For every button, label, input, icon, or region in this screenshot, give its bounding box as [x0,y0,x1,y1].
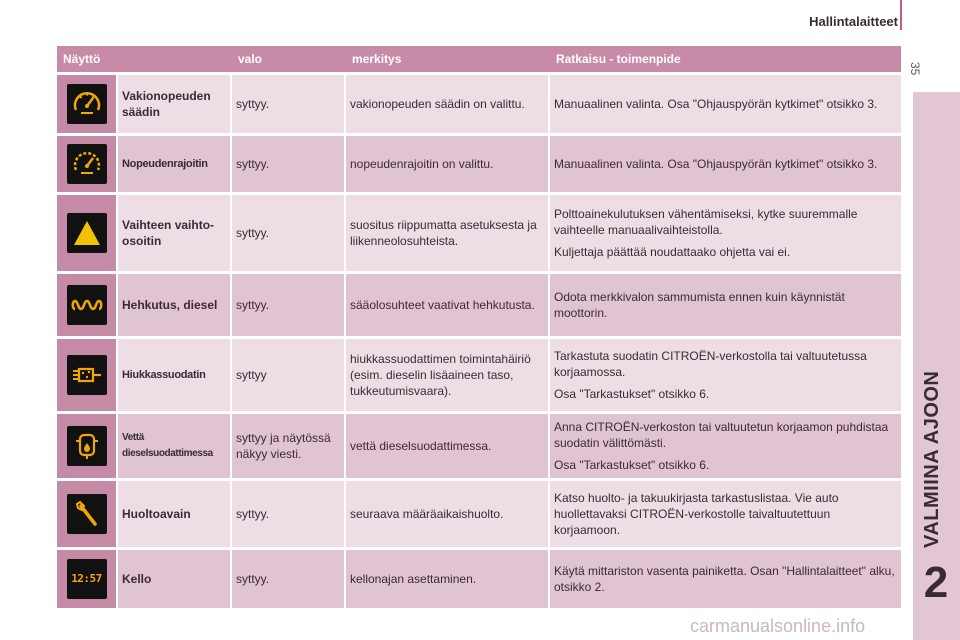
column-header-valo: valo [238,52,263,66]
chapter-side-label: VALMIINA AJOON [921,370,943,548]
cruise-control-icon [67,84,107,124]
table-row [57,339,901,411]
row-valo: syttyy. [232,195,346,271]
row-merkitys: vettä dieselsuodattimessa. [346,414,550,478]
row-name: Kello [118,550,232,608]
row-ratkaisu: Osa "Tarkastukset" otsikko 6. [554,458,710,472]
column-header-naytto: Näyttö [63,52,101,66]
page-header-title: Hallintalaitteet [809,14,898,29]
row-name: Hehkutus, diesel [118,274,232,336]
table-row [57,550,901,608]
row-valo: syttyy. [232,550,346,608]
row-ratkaisu: Kuljettaja päättää noudattaako ohjetta vai ei. [554,245,791,259]
clock-display-digits: 12:57 [71,572,102,585]
row-ratkaisu: Odota merkkivalon sammumista ennen kuin käynnistät moottorin. [554,290,845,320]
table-row [57,274,901,336]
watermark: carmanualsonline.info [690,616,866,636]
table-row [57,136,901,192]
row-name: Vettä dieselsuodattimessa [118,414,232,478]
column-header-ratkaisu: Ratkaisu - toimenpide [556,52,681,66]
row-ratkaisu: Polttoainekulutuksen vähentämiseksi, kytke suuremmalle vaihteelle manuaalivaihteistolla. [554,207,858,237]
glow-plug-icon [67,285,107,325]
table-header [57,46,901,72]
table-row [57,195,901,271]
header-rule [900,0,902,30]
table-row [57,481,901,547]
row-ratkaisu: Käytä mittariston vasenta painiketta. Osan "Hallintalaitteet" alku, otsikko 2. [554,564,895,594]
row-merkitys: suositus riippumatta asetuksesta ja liikenneolosuhteista. [346,195,550,271]
row-merkitys: nopeudenrajoitin on valittu. [346,136,550,192]
row-ratkaisu: Katso huolto- ja takuukirjasta tarkastuslistaa. Vie auto huollettavaksi CITROËN-verkostolle taivaltuutettuun korjaamoon. [554,491,839,537]
row-merkitys: sääolosuhteet vaativat hehkutusta. [346,274,550,336]
column-header-merkitys: merkitys [352,52,402,66]
water-in-diesel-icon [67,426,107,466]
row-name: Huoltoavain [118,481,232,547]
row-ratkaisu: Tarkastuta suodatin CITROËN-verkostolla tai valtuutetussa korjaamossa. [554,349,867,379]
row-ratkaisu: Anna CITROËN-verkoston tai valtuutetun korjaamon puhdistaa suodatin välittömästi. [554,420,889,450]
page-number: 35 [908,62,922,76]
clock-display-icon [67,559,107,599]
row-merkitys: vakionopeuden säädin on valittu. [346,75,550,133]
row-name: Vakionopeuden säädin [118,75,232,133]
row-valo: syttyy. [232,274,346,336]
row-merkitys: hiukkassuodattimen toimintahäiriö (esim. dieselin lisäaineen taso, tukkeutumisvaara). [346,339,550,411]
row-ratkaisu: Manuaalinen valinta. Osa "Ohjauspyörän kytkimet" otsikko 3. [554,97,878,111]
row-merkitys: seuraava määräaikaishuolto. [346,481,550,547]
table-row [57,75,901,133]
chapter-number: 2 [923,558,949,607]
row-valo: syttyy ja näytössä näkyy viesti. [232,414,346,478]
row-ratkaisu: Manuaalinen valinta. Osa "Ohjauspyörän kytkimet" otsikko 3. [554,157,878,171]
row-valo: syttyy. [232,136,346,192]
warning-lights-table [57,46,901,608]
row-valo: syttyy. [232,75,346,133]
row-valo: syttyy. [232,481,346,547]
row-name: Nopeudenrajoitin [118,136,232,192]
particle-filter-icon [67,355,107,395]
row-name: Vaihteen vaihto-osoitin [118,195,232,271]
row-merkitys: kellonajan asettaminen. [346,550,550,608]
row-ratkaisu: Osa "Tarkastukset" otsikko 6. [554,387,710,401]
row-valo: syttyy [232,339,346,411]
speed-limiter-icon [67,144,107,184]
table-row [57,414,901,478]
gear-shift-triangle-icon [67,213,107,253]
service-wrench-icon [67,494,107,534]
row-name: Hiukkassuodatin [118,339,232,411]
